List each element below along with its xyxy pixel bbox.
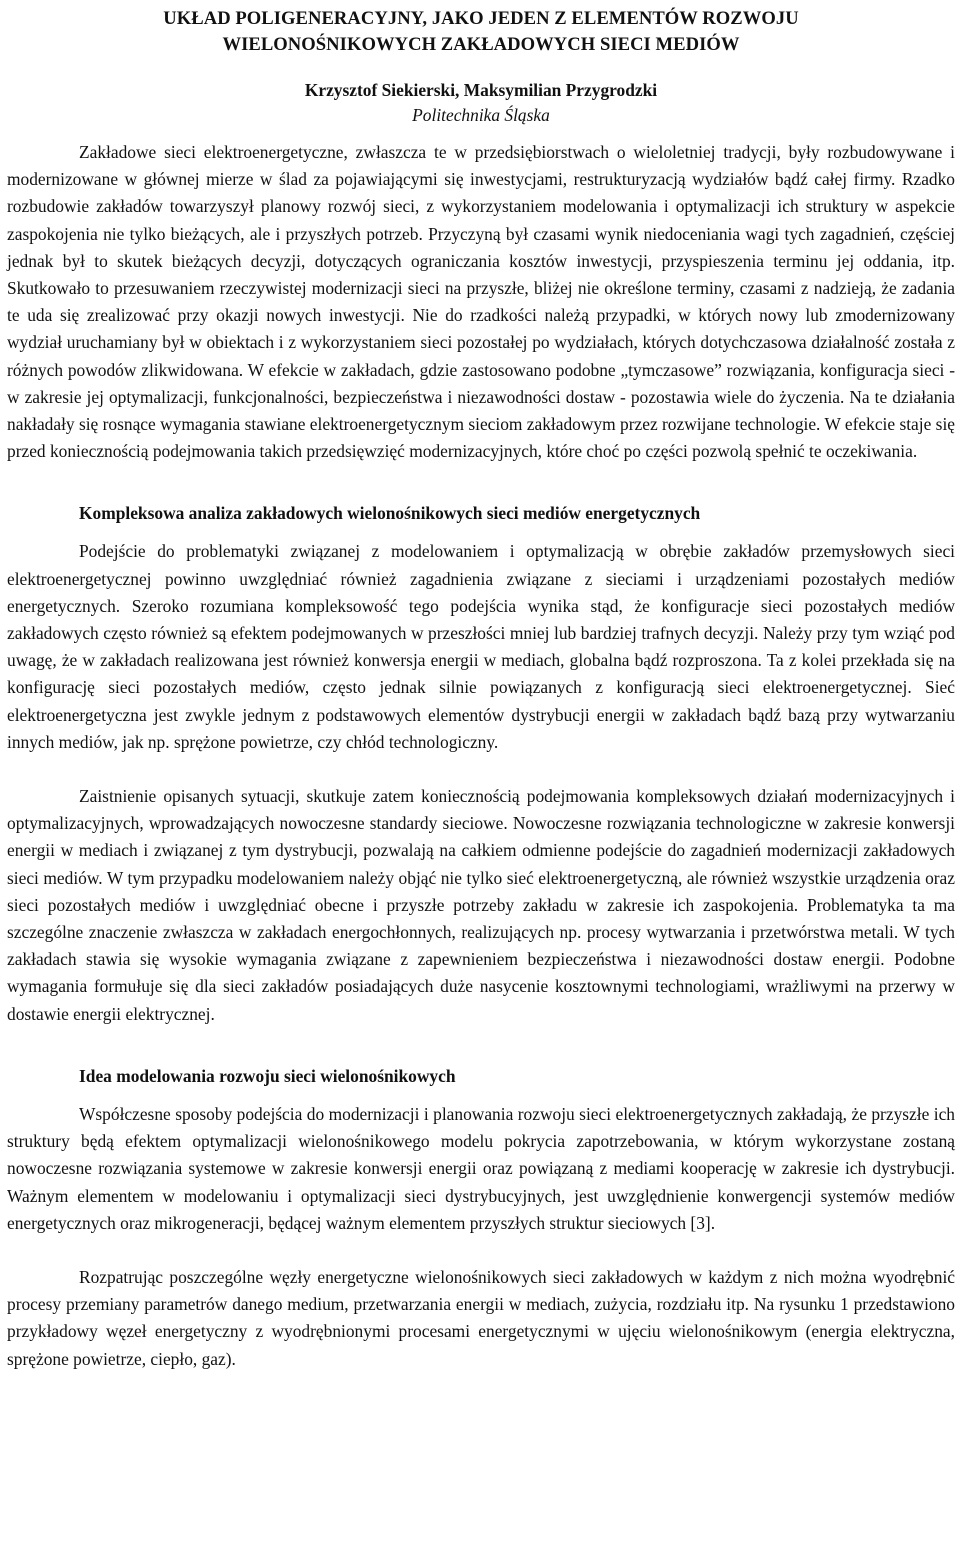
section1-paragraph-2: Zaistnienie opisanych sytuacji, skutkuje zatem koniecznością podejmowania kompleksowych działań modernizacyjnych i optymalizacyjnych, wprowadzających nowoczesne standardy sieciowe. Nowoczesne rozwiązania technologiczne w zakresie konwersji energii w mediach i związanej z tym dystrybucji, pozwalają na całkiem odmienne podejście do zagadnień modernizacji zakładowych sieci mediów. W tym przypadku modelowaniem należy objąć nie tylko sieć elektroenergetyczną, ale również wszystkie urządzenia oraz sieci pozostałych mediów i uwzględniać obecne i przyszłe potrzeby zakładu w zakresie ich zaspokojenia. Problematyka ta ma szczególne znaczenie zwłaszcza w zakładach energochłonnych, realizujących np. procesy wytwarzania i przetwórstwa metali. W tych zakładach stawia się wysokie wymagania związane z zapewnieniem bezpieczeństwa i niezawodności dostaw energii. Podobne wymagania formułuje się dla sieci zakładów posiadających duże nasycenie kosztownymi technologiami, wrażliwymi na przerwy w dostawie energii elektrycznej. bbox=[7, 786, 955, 1024]
document-page bbox=[7, 6, 955, 1373]
section2-paragraph-2: Rozpatrując poszczególne węzły energetyczne wielonośnikowych sieci zakładowych w każdym z nich można wyodrębnić procesy przemiany parametrów danego medium, przetwarzania energii w mediach, zużycia, rozdziału itp. Na rysunku 1 przedstawiono przykładowy węzeł energetyczny z wyodrębnionymi procesami energetycznymi w ujęciu wielonośnikowym (energia elektryczna, sprężone powietrze, ciepło, gaz). bbox=[7, 1266, 955, 1369]
authors: Krzysztof Siekierski, Maksymilian Przygrodzki bbox=[304, 80, 658, 100]
title-line-2: WIELONOŚNIKOWYCH ZAKŁADOWYCH SIECI MEDIÓW bbox=[222, 34, 740, 55]
intro-paragraph: Zakładowe sieci elektroenergetyczne, zwłaszcza te w przedsiębiorstwach o wieloletniej tradycji, były rozbudowywane i modernizowane w głównej mierze w ślad za pojawiającymi się inwestycjami, restrukturyzacją wydziałów bądź całej firmy. Rzadko rozbudowie zakładów towarzyszył planowy rozwój sieci, z wykorzystaniem modelowania i optymalizacji ich struktury w aspekcie zaspokojenia nie tylko bieżących, ale i przyszłych potrzeb. Przyczyną był czasami wynik niedoceniania wagi tych zagadnień, częściej jednak był to skutek bieżących decyzji, dotyczących ograniczania kosztów inwestycji, przyspieszenia terminu jej oddania, itp. Skutkowało to przesuwaniem rzeczywistej modernizacji sieci na przyszłe, bliżej nie określone terminy, czasami z nadzieją, że zadania te uda się zrealizować przy okazji nowych inwestycji. Nie do rzadkości należą przypadki, w których nowy lub zmodernizowany wydział uruchamiany był w obiektach i z wykorzystaniem sieci pozostałej po wydziałach, których dotychczasowa działalność została z różnych powodów zlikwidowana. W efekcie w zakładach, gdzie zastosowano podobne „tymczasowe” rozwiązania, konfiguracja sieci - w zakresie jej optymalizacji, funkcjonalności, bezpieczeństwa i niezawodności dostaw - pozostawia wiele do życzenia. Na te działania nakładały się rosnące wymagania stawiane elektroenergetycznym sieciom zakładowym przez rozwijane technologie. W efekcie staje się przed koniecznością podejmowania takich przedsięwzięć modernizacyjnych, które choć po części pozwolą spełnić te oczekiwania. bbox=[7, 142, 955, 462]
section-heading-1: Kompleksowa analiza zakładowych wielonośnikowych sieci mediów energetycznych bbox=[79, 503, 701, 524]
title-line-1: UKŁAD POLIGENERACYJNY, JAKO JEDEN Z ELEMENTÓW ROZWOJU bbox=[163, 8, 799, 29]
affiliation: Politechnika Śląska bbox=[412, 105, 550, 125]
section2-paragraph-1: Współczesne sposoby podejścia do modernizacji i planowania rozwoju sieci elektroenergetycznych zakładają, że przyszłe ich struktury będą efektem optymalizacji wielonośnikowego modelu pokrycia zapotrzebowania, w którym wykorzystane zostaną nowoczesne rozwiązania systemowe w zakresie konwersji energii oraz powiązaną z mediami kooperację w zakresie ich dystrybucji. Ważnym elementem w modelowaniu i optymalizacji sieci dystrybucyjnych, jest uwzględnienie konwergencji systemów mediów energetycznych oraz mikrogeneracji, będącej ważnym elementem przyszłych struktur sieciowych [3]. bbox=[7, 1103, 955, 1233]
section-heading-2: Idea modelowania rozwoju sieci wielonośnikowych bbox=[79, 1065, 456, 1086]
section1-paragraph-1: Podejście do problematyki związanej z modelowaniem i optymalizacją w obrębie zakładów przemysłowych sieci elektroenergetycznej powinno uwzględniać również zagadnienia związane z sieciami i urządzeniami pozostałych mediów energetycznych. Szeroko rozumiana kompleksowość tego podejścia wynika stąd, że konfiguracje sieci pozostałych mediów zakładowych często również są efektem podejmowanych w przeszłości mniej lub bardziej trafnych decyzji. Należy przy tym wziąć pod uwagę, że w zakładach realizowana jest również konwersja energii w mediach, globalna bądź rozproszona. Ta z kolei przekłada się na konfigurację sieci pozostałych mediów, często jednak silnie powiązanych z konfiguracją sieci elektroenergetycznej. Sieć elektroenergetyczna jest zwykle jednym z podstawowych elementów dystrybucji energii w zakładach bądź bazą przy wytwarzaniu innych mediów, jak np. sprężone powietrze, czy chłód technologiczny. bbox=[7, 541, 955, 752]
